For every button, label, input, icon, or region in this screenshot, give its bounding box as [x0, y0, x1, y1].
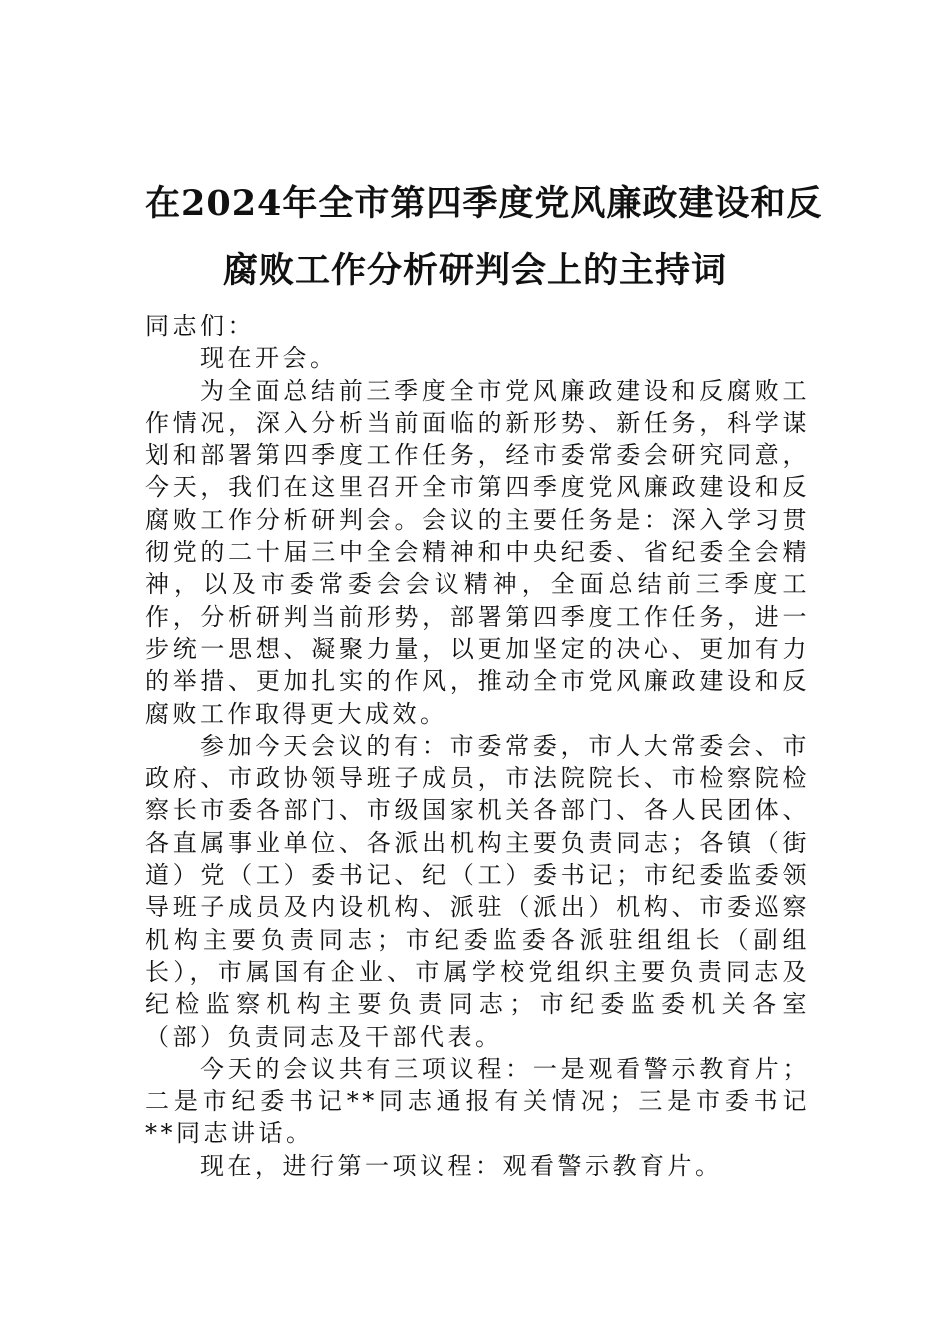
- paragraph-first-item: 现在，进行第一项议程：观看警示教育片。: [200, 1151, 723, 1180]
- paragraph-opening: 现在开会。: [200, 344, 338, 373]
- salutation: 同志们：: [145, 312, 255, 340]
- paragraph-purpose: 为全面总结前三季度全市党风廉政建设和反腐败工作情况，深入分析当前面临的新形势、新任务，科学谋划和部署第四季度工作任务，经市委常委会研究同意，今天，我们在这里召开全市第四季度党风廉政建设和反腐败工作分析研判会。会议的主要任务是：深入学习贯彻党的二十届三中全会精神和中央纪委、省纪委全会精神，以及市委常委会会议精神，全面总结前三季度工作，分析研判当前形势，部署第四季度工作任务，进一步统一思想、凝聚力量，以更加坚定的决心、更加有力的举措、更加扎实的作风，推动全市党风廉政建设和反腐败工作取得更大成效。: [145, 376, 810, 728]
- paragraph-agenda: 今天的会议共有三项议程：一是观看警示教育片；二是市纪委书记**同志通报有关情况；三是市委书记**同志讲话。: [145, 1054, 810, 1148]
- document-title-line-1: 在2024年全市第四季度党风廉政建设和反: [145, 183, 823, 224]
- paragraph-attendees: 参加今天会议的有：市委常委，市人大常委会、市政府、市政协领导班子成员，市法院院长、市检察院检察长市委各部门、市级国家机关各部门、各人民团体、各直属事业单位、各派出机构主要负责同志；各镇（街道）党（工）委书记、纪（工）委书记；市纪委监委领导班子成员及内设机构、派驻（派出）机构、市委巡察机构主要负责同志；市纪委监委各派驻组组长（副组长），市属国有企业、市属学校党组织主要负责同志及纪检监察机构主要负责同志；市纪委监委机关各室（部）负责同志及干部代表。: [145, 731, 810, 1051]
- document-body: [145, 310, 810, 1182]
- document-title-line-2: 腐败工作分析研判会上的主持词: [222, 250, 727, 291]
